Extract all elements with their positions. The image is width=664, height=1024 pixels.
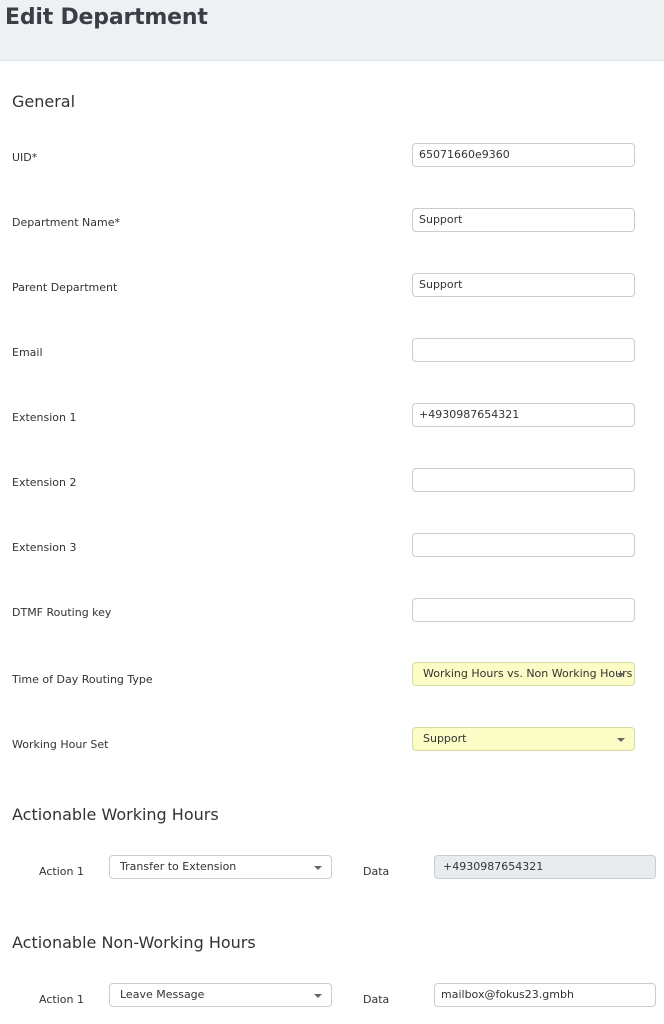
- field-row-uid: [0, 143, 664, 167]
- working-hour-set-value: Support: [423, 732, 467, 745]
- department-name-label: Department Name*: [12, 216, 121, 229]
- non-working-hours-action-row: [0, 983, 664, 1007]
- working-hours-action-1-select[interactable]: [109, 855, 332, 879]
- time-of-day-routing-type-select[interactable]: [412, 662, 635, 686]
- uid-input[interactable]: 65071660e9360: [412, 143, 635, 167]
- uid-label: UID*: [12, 151, 38, 164]
- non-working-hours-action-1-label: Action 1: [39, 993, 84, 1006]
- chevron-down-icon: [617, 673, 625, 677]
- working-hours-action-row: [0, 855, 664, 879]
- time-of-day-routing-type-label: Time of Day Routing Type: [12, 673, 153, 686]
- section-title-non-working-hours: Actionable Non-Working Hours: [12, 933, 256, 952]
- email-label: Email: [12, 346, 43, 359]
- page-header: [0, 0, 664, 61]
- field-row-parent-department: [0, 273, 664, 297]
- parent-department-label: Parent Department: [12, 281, 118, 294]
- time-of-day-routing-type-value: Working Hours vs. Non Working Hours: [423, 667, 633, 680]
- working-hour-set-label: Working Hour Set: [12, 738, 109, 751]
- working-hours-data-label: Data: [363, 865, 390, 878]
- working-hours-action-1-value: Transfer to Extension: [120, 860, 237, 873]
- chevron-down-icon: [314, 866, 322, 870]
- field-row-extension-1: [0, 403, 664, 427]
- working-hour-set-select[interactable]: [412, 727, 635, 751]
- page-title: Edit Department: [5, 5, 208, 30]
- extension-2-label: Extension 2: [12, 476, 77, 489]
- extension-1-label: Extension 1: [12, 411, 77, 424]
- field-row-time-of-day-routing-type: [0, 662, 664, 686]
- field-row-department-name: [0, 208, 664, 232]
- field-row-working-hour-set: [0, 727, 664, 751]
- non-working-hours-data-label: Data: [363, 993, 390, 1006]
- working-hours-action-1-label: Action 1: [39, 865, 84, 878]
- field-row-extension-3: [0, 533, 664, 557]
- department-name-input[interactable]: Support: [412, 208, 635, 232]
- working-hours-data-field: +4930987654321: [434, 855, 656, 879]
- section-title-working-hours: Actionable Working Hours: [12, 805, 219, 824]
- extension-3-label: Extension 3: [12, 541, 77, 554]
- field-row-extension-2: [0, 468, 664, 492]
- extension-3-input[interactable]: [412, 533, 635, 557]
- dtmf-routing-key-input[interactable]: [412, 598, 635, 622]
- extension-1-input[interactable]: +4930987654321: [412, 403, 635, 427]
- non-working-hours-action-1-value: Leave Message: [120, 988, 205, 1001]
- field-row-dtmf-routing-key: [0, 598, 664, 622]
- non-working-hours-data-field[interactable]: mailbox@fokus23.gmbh: [434, 983, 656, 1007]
- field-row-email: [0, 338, 664, 362]
- extension-2-input[interactable]: [412, 468, 635, 492]
- parent-department-input[interactable]: Support: [412, 273, 635, 297]
- chevron-down-icon: [617, 738, 625, 742]
- non-working-hours-action-1-select[interactable]: [109, 983, 332, 1007]
- dtmf-routing-key-label: DTMF Routing key: [12, 606, 112, 619]
- chevron-down-icon: [314, 994, 322, 998]
- section-title-general: General: [12, 92, 76, 111]
- email-input[interactable]: [412, 338, 635, 362]
